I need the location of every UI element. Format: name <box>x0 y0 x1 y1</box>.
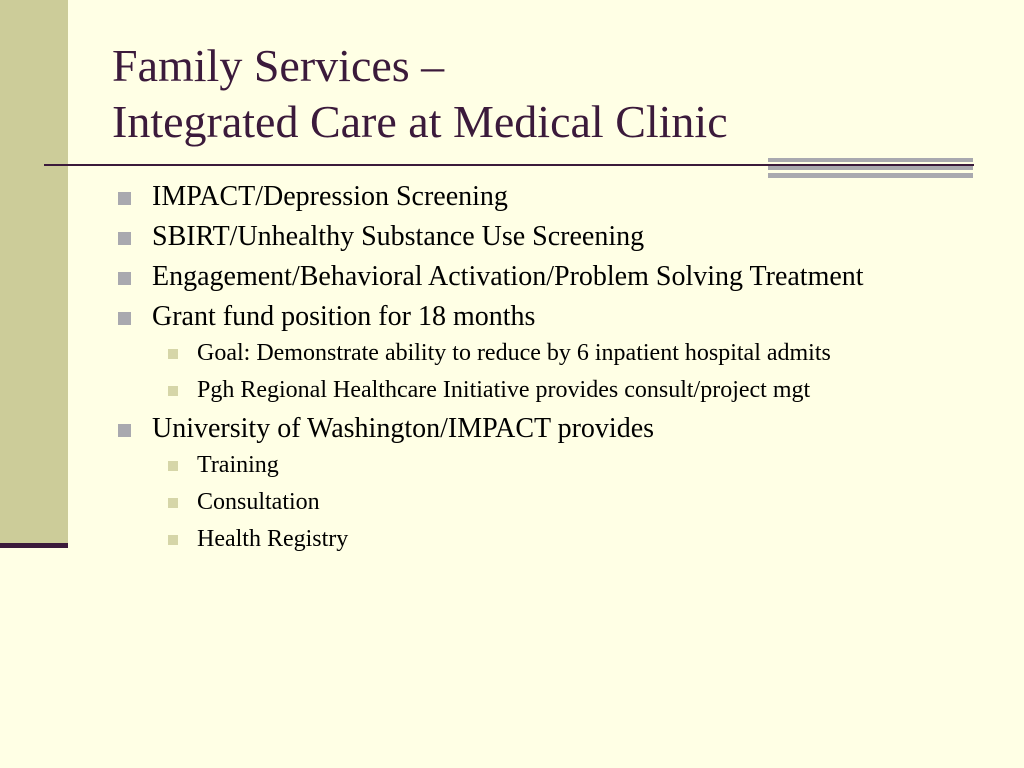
sub-bullet-text: Pgh Regional Healthcare Initiative provides consult/project mgt <box>197 377 811 403</box>
sub-bullet-text: Health Registry <box>197 526 349 552</box>
accent-bar <box>768 158 973 162</box>
accent-bar <box>768 173 973 178</box>
bullet-item <box>112 413 952 554</box>
sub-bullet-text: Goal: Demonstrate ability to reduce by 6 inpatient hospital admits <box>197 340 831 366</box>
sub-bullet-text: Consultation <box>197 489 320 515</box>
small-square-bullet-icon <box>168 461 178 471</box>
bullet-text: University of Washington/IMPACT provides <box>152 413 655 444</box>
accent-bars <box>768 158 973 178</box>
slide-title-line-2: Integrated Care at Medical Clinic <box>112 96 728 147</box>
bullet-text: SBIRT/Unhealthy Substance Use Screening <box>152 221 645 252</box>
sub-bullet-list <box>152 339 952 405</box>
small-square-bullet-icon <box>168 386 178 396</box>
slide-title <box>112 38 728 150</box>
small-square-bullet-icon <box>168 535 178 545</box>
bullet-list <box>112 181 952 562</box>
square-bullet-icon <box>118 192 131 205</box>
bullet-item <box>112 261 952 293</box>
sub-bullet-item <box>152 376 952 405</box>
sub-bullet-item <box>152 339 952 368</box>
square-bullet-icon <box>118 424 131 437</box>
bullet-text: Engagement/Behavioral Activation/Problem Solving Treatment <box>152 261 864 292</box>
bullet-item <box>112 181 952 213</box>
bullet-text: Grant fund position for 18 months <box>152 301 536 332</box>
square-bullet-icon <box>118 232 131 245</box>
left-decorative-band <box>0 0 68 544</box>
sub-bullet-item <box>152 488 952 517</box>
sub-bullet-item <box>152 525 952 554</box>
small-square-bullet-icon <box>168 349 178 359</box>
bullet-item <box>112 221 952 253</box>
sub-bullet-list <box>152 451 952 554</box>
bullet-item <box>112 301 952 405</box>
small-square-bullet-icon <box>168 498 178 508</box>
accent-bar <box>768 166 973 170</box>
sub-bullet-item <box>152 451 952 480</box>
square-bullet-icon <box>118 272 131 285</box>
slide-title-line-1: Family Services – <box>112 40 445 91</box>
bullet-text: IMPACT/Depression Screening <box>152 181 508 212</box>
left-band-rule <box>0 543 68 548</box>
square-bullet-icon <box>118 312 131 325</box>
sub-bullet-text: Training <box>197 452 279 478</box>
